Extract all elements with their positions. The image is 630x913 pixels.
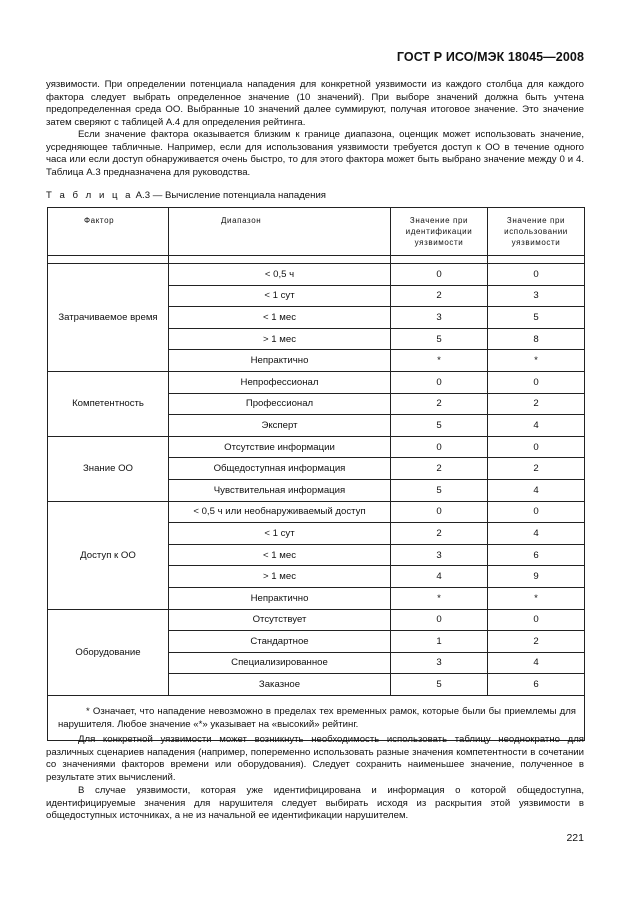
table-row (48, 264, 585, 286)
footnote-text: * Означает, что нападение невозможно в пределах тех временных рамок, которые были бы приемлемы для нарушителя. Любое значение «*» указывает на «высокий» рейтинг. (58, 705, 576, 730)
range-cell: Отсутствует (169, 609, 391, 631)
range-cell: Стандартное (169, 631, 391, 653)
factor-cell: Компетентность (48, 371, 169, 436)
exploitation-value-cell: 0 (488, 609, 585, 631)
identification-value-cell: 2 (391, 393, 488, 415)
table-row (48, 609, 585, 631)
exploitation-value-cell: 0 (488, 436, 585, 458)
paragraph-4: В случае уязвимости, которая уже идентифицирована и информация о которой общедоступна, идентифицируемые значения для нарушителя следует выбирать исходя из раскрытия этой уязвимости в общедоступных источниках, а не из начальной ее идентификации нарушителем. (46, 785, 584, 822)
identification-value-cell: 2 (391, 523, 488, 545)
exploitation-value-cell: 4 (488, 523, 585, 545)
range-cell: > 1 мес (169, 328, 391, 350)
exploitation-value-cell: 0 (488, 501, 585, 523)
table-body (48, 256, 585, 741)
range-cell: Эксперт (169, 415, 391, 437)
identification-value-cell: 3 (391, 544, 488, 566)
identification-value-cell: * (391, 350, 488, 372)
exploitation-value-cell: 6 (488, 674, 585, 696)
exploitation-value-cell: 5 (488, 307, 585, 329)
exploitation-value-cell: 2 (488, 458, 585, 480)
exploitation-value-cell: 4 (488, 479, 585, 501)
header-factor: Фактор (48, 208, 169, 256)
range-cell: < 1 сут (169, 285, 391, 307)
gap-cell-ident (391, 256, 488, 264)
header-exploitation-value: Значение при использовании уязвимости (488, 208, 585, 256)
exploitation-value-cell: * (488, 587, 585, 609)
identification-value-cell: 0 (391, 501, 488, 523)
exploitation-value-cell: 2 (488, 393, 585, 415)
exploitation-value-cell: 9 (488, 566, 585, 588)
table-row (48, 371, 585, 393)
identification-value-cell: 0 (391, 371, 488, 393)
document-header: ГОСТ Р ИСО/МЭК 18045—2008 (396, 50, 584, 64)
identification-value-cell: 4 (391, 566, 488, 588)
exploitation-value-cell: 4 (488, 415, 585, 437)
identification-value-cell: 1 (391, 631, 488, 653)
identification-value-cell: 3 (391, 652, 488, 674)
gap-cell-factor (48, 256, 169, 264)
identification-value-cell: 5 (391, 328, 488, 350)
range-cell: Заказное (169, 674, 391, 696)
attack-potential-table (47, 207, 585, 741)
range-cell: < 0,5 ч (169, 264, 391, 286)
range-cell: Непрактично (169, 587, 391, 609)
factor-cell: Знание ОО (48, 436, 169, 501)
range-cell: Отсутствие информации (169, 436, 391, 458)
identification-value-cell: 2 (391, 285, 488, 307)
exploitation-value-cell: * (488, 350, 585, 372)
paragraph-1: уязвимости. При определении потенциала нападения для конкретной уязвимости из каждого столбца для каждого фактора следует выбрать определенное значение (10 значений). При выборе значений должна быть учтена предопределенная среда ОО. Выбранные 10 значений далее суммируют, получая итоговое значение. Это значение затем сверяют с таблицей А.4 для определения рейтинга. (46, 79, 584, 128)
range-cell: Профессионал (169, 393, 391, 415)
range-cell: < 1 мес (169, 307, 391, 329)
identification-value-cell: 5 (391, 479, 488, 501)
header-gap-row (48, 256, 585, 264)
header-identification-value: Значение при идентификации уязвимости (391, 208, 488, 256)
factor-cell: Доступ к ОО (48, 501, 169, 609)
page-number: 221 (566, 832, 584, 844)
identification-value-cell: 5 (391, 674, 488, 696)
range-cell: Непрактично (169, 350, 391, 372)
paragraph-3: Для конкретной уязвимости может возникнуть необходимость использовать таблицу неоднократно для различных сценариев нападения (например, попеременно использовать разные значения компетентности в сочетании со значениями факторов времени или оборудования). Следует сохранить наименьшее значение, полученное в результате этих вычислений. (46, 734, 584, 783)
table-row (48, 436, 585, 458)
factor-cell: Затрачиваемое время (48, 264, 169, 372)
range-cell: < 0,5 ч или необнаруживаемый доступ (169, 501, 391, 523)
exploitation-value-cell: 8 (488, 328, 585, 350)
header-range: Диапазон (169, 208, 391, 256)
range-cell: Чувствительная информация (169, 479, 391, 501)
exploitation-value-cell: 3 (488, 285, 585, 307)
identification-value-cell: 5 (391, 415, 488, 437)
range-cell: Непрофессионал (169, 371, 391, 393)
exploitation-value-cell: 2 (488, 631, 585, 653)
range-cell: Общедоступная информация (169, 458, 391, 480)
range-cell: > 1 мес (169, 566, 391, 588)
exploitation-value-cell: 0 (488, 371, 585, 393)
identification-value-cell: 0 (391, 609, 488, 631)
identification-value-cell: * (391, 587, 488, 609)
identification-value-cell: 0 (391, 264, 488, 286)
table-caption (46, 190, 326, 201)
identification-value-cell: 0 (391, 436, 488, 458)
factor-cell: Оборудование (48, 609, 169, 695)
gap-cell-range (169, 256, 391, 264)
exploitation-value-cell: 0 (488, 264, 585, 286)
paragraph-2: Если значение фактора оказывается близким к границе диапазона, оценщик может использовать значение, усредняющее табличные. Например, если для использования уязвимости требуется доступ к ОО в течение одного часа или если доступ обнаруживается очень быстро, то для этого фактора может быть выбрано значение между 0 и 4. Таблица А.3 предназначена для руководства. (46, 129, 584, 178)
table-row (48, 501, 585, 523)
exploitation-value-cell: 6 (488, 544, 585, 566)
range-cell: < 1 мес (169, 544, 391, 566)
exploitation-value-cell: 4 (488, 652, 585, 674)
range-cell: Специализированное (169, 652, 391, 674)
table-caption-prefix: Т а б л и ц а (46, 190, 133, 201)
table-caption-title: А.3 — Вычисление потенциала нападения (132, 190, 326, 201)
identification-value-cell: 3 (391, 307, 488, 329)
gap-cell-use (488, 256, 585, 264)
identification-value-cell: 2 (391, 458, 488, 480)
range-cell: < 1 сут (169, 523, 391, 545)
table-header-row (48, 208, 585, 256)
